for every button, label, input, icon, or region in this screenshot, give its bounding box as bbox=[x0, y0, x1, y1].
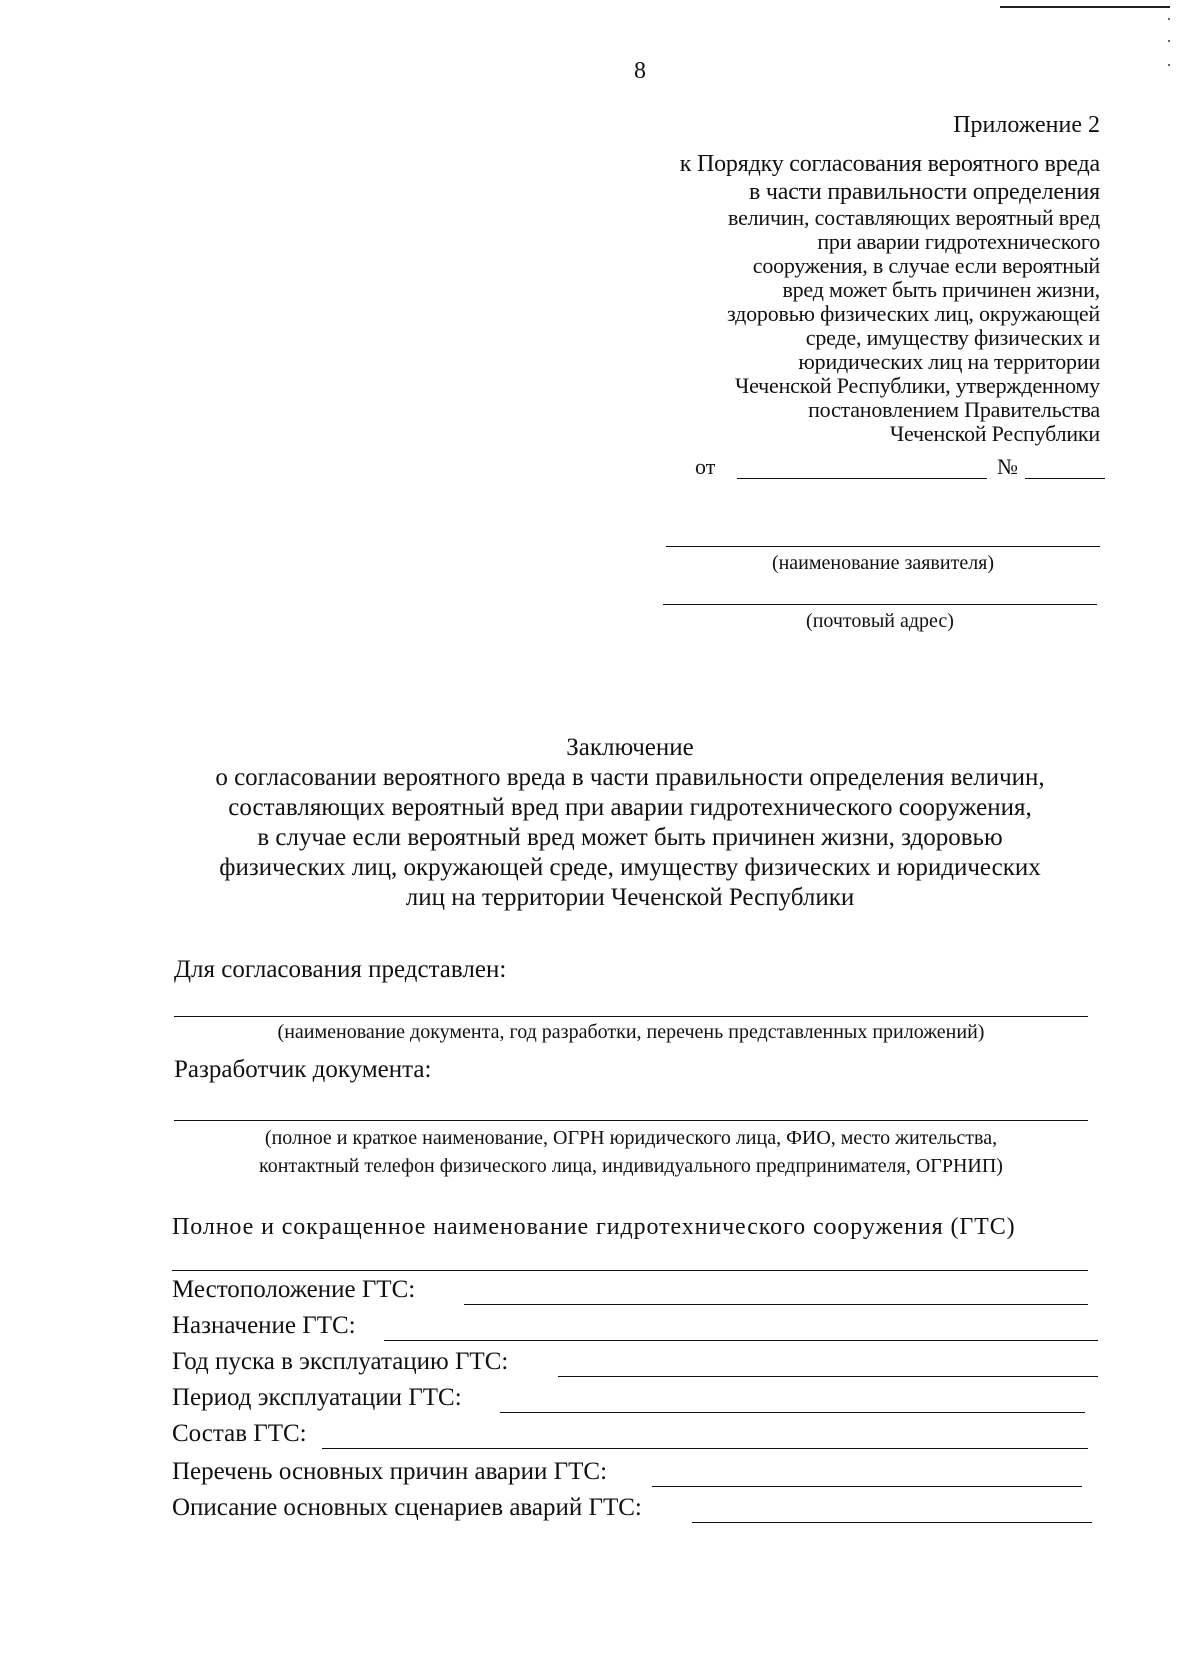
field-accident-scenarios bbox=[172, 1494, 1092, 1526]
developer-label: Разработчик документа: bbox=[174, 1056, 432, 1083]
scan-speck bbox=[1168, 18, 1170, 20]
developer-line[interactable] bbox=[174, 1120, 1088, 1121]
field-composition-line[interactable] bbox=[322, 1448, 1088, 1449]
field-purpose-label: Назначение ГТС: bbox=[172, 1312, 356, 1339]
applicant-name-line[interactable] bbox=[666, 546, 1100, 547]
developer-caption-line: (полное и краткое наименование, ОГРН юридического лица, ФИО, место жительства, bbox=[264, 1127, 998, 1149]
appendix-line: среде, имуществу физических и bbox=[805, 325, 1100, 350]
appendix-line: Чеченской Республики bbox=[889, 421, 1100, 446]
field-commissioning-year-label: Год пуска в эксплуатацию ГТС: bbox=[172, 1348, 509, 1375]
conclusion-line: о согласовании вероятного вреда в части правильности определения величин, bbox=[215, 764, 1045, 791]
field-location-line[interactable] bbox=[464, 1304, 1088, 1305]
conclusion-title: Заключение bbox=[566, 734, 694, 761]
number-blank-line[interactable] bbox=[1025, 478, 1105, 479]
gts-name-line[interactable] bbox=[172, 1270, 1088, 1271]
conclusion-line: лиц на территории Чеченской Республики bbox=[405, 884, 855, 911]
field-commissioning-year bbox=[172, 1348, 1098, 1380]
appendix-line: величин, составляющих вероятный вред bbox=[728, 205, 1100, 230]
number-label: № bbox=[997, 454, 1018, 479]
scan-speck bbox=[1168, 40, 1170, 42]
conclusion-line: в случае если вероятный вред может быть причинен жизни, здоровью bbox=[257, 824, 1003, 851]
page-number: 8 bbox=[634, 58, 646, 84]
field-composition bbox=[172, 1420, 1088, 1452]
developer-caption bbox=[174, 1124, 1088, 1180]
postal-address-caption: (почтовый адрес) bbox=[806, 610, 954, 632]
appendix-line: Чеченской Республики, утвержденному bbox=[735, 373, 1100, 398]
submitted-label: Для согласования представлен: bbox=[174, 956, 507, 983]
field-commissioning-year-line[interactable] bbox=[558, 1376, 1098, 1377]
appendix-line: вред может быть причинен жизни, bbox=[782, 277, 1100, 302]
field-accident-causes bbox=[172, 1458, 1082, 1490]
field-accident-causes-line[interactable] bbox=[652, 1486, 1082, 1487]
scan-speck bbox=[1168, 64, 1170, 66]
field-accident-scenarios-line[interactable] bbox=[692, 1522, 1092, 1523]
appendix-line: сооружения, в случае если вероятный bbox=[752, 253, 1100, 278]
field-accident-scenarios-label: Описание основных сценариев аварий ГТС: bbox=[172, 1494, 642, 1521]
field-purpose-line[interactable] bbox=[384, 1340, 1098, 1341]
field-accident-causes-label: Перечень основных причин аварии ГТС: bbox=[172, 1458, 608, 1485]
date-label: от bbox=[695, 454, 716, 479]
postal-address-line[interactable] bbox=[663, 604, 1097, 605]
appendix-line: юридических лиц на территории bbox=[798, 349, 1100, 374]
conclusion-heading bbox=[130, 733, 1130, 913]
field-location bbox=[172, 1276, 1088, 1308]
field-operation-period-label: Период эксплуатации ГТС: bbox=[172, 1384, 462, 1411]
field-composition-label: Состав ГТС: bbox=[172, 1420, 307, 1447]
field-purpose bbox=[172, 1312, 1098, 1344]
scan-edge-line bbox=[1000, 6, 1170, 8]
developer-caption-line: контактный телефон физического лица, индивидуального предпринимателя, ОГРНИП) bbox=[259, 1155, 1003, 1177]
field-location-label: Местоположение ГТС: bbox=[172, 1276, 416, 1303]
conclusion-line: физических лиц, окружающей среде, имуществу физических и юридических bbox=[219, 854, 1041, 881]
appendix-line: при аварии гидротехнического bbox=[817, 229, 1100, 254]
date-blank-line[interactable] bbox=[737, 478, 987, 479]
submitted-document-line[interactable] bbox=[174, 1016, 1088, 1017]
gts-name-label: Полное и сокращенное наименование гидротехнического сооружения (ГТС) bbox=[172, 1214, 1016, 1240]
appendix-title: Приложение 2 bbox=[953, 112, 1100, 138]
appendix-line: постановлением Правительства bbox=[808, 397, 1100, 422]
applicant-name-caption: (наименование заявителя) bbox=[771, 552, 995, 574]
appendix-line: здоровью физических лиц, окружающей bbox=[727, 301, 1100, 326]
appendix-line: в части правильности определения bbox=[748, 179, 1100, 205]
submitted-document-caption: (наименование документа, год разработки, перечень представленных приложений) bbox=[277, 1021, 985, 1043]
field-operation-period-line[interactable] bbox=[500, 1412, 1085, 1413]
appendix-reference bbox=[580, 150, 1100, 446]
field-operation-period bbox=[172, 1384, 1085, 1416]
date-number-row bbox=[695, 454, 1105, 484]
conclusion-line: составляющих вероятный вред при аварии гидротехнического сооружения, bbox=[228, 794, 1032, 821]
appendix-line: к Порядку согласования вероятного вреда bbox=[679, 151, 1100, 177]
